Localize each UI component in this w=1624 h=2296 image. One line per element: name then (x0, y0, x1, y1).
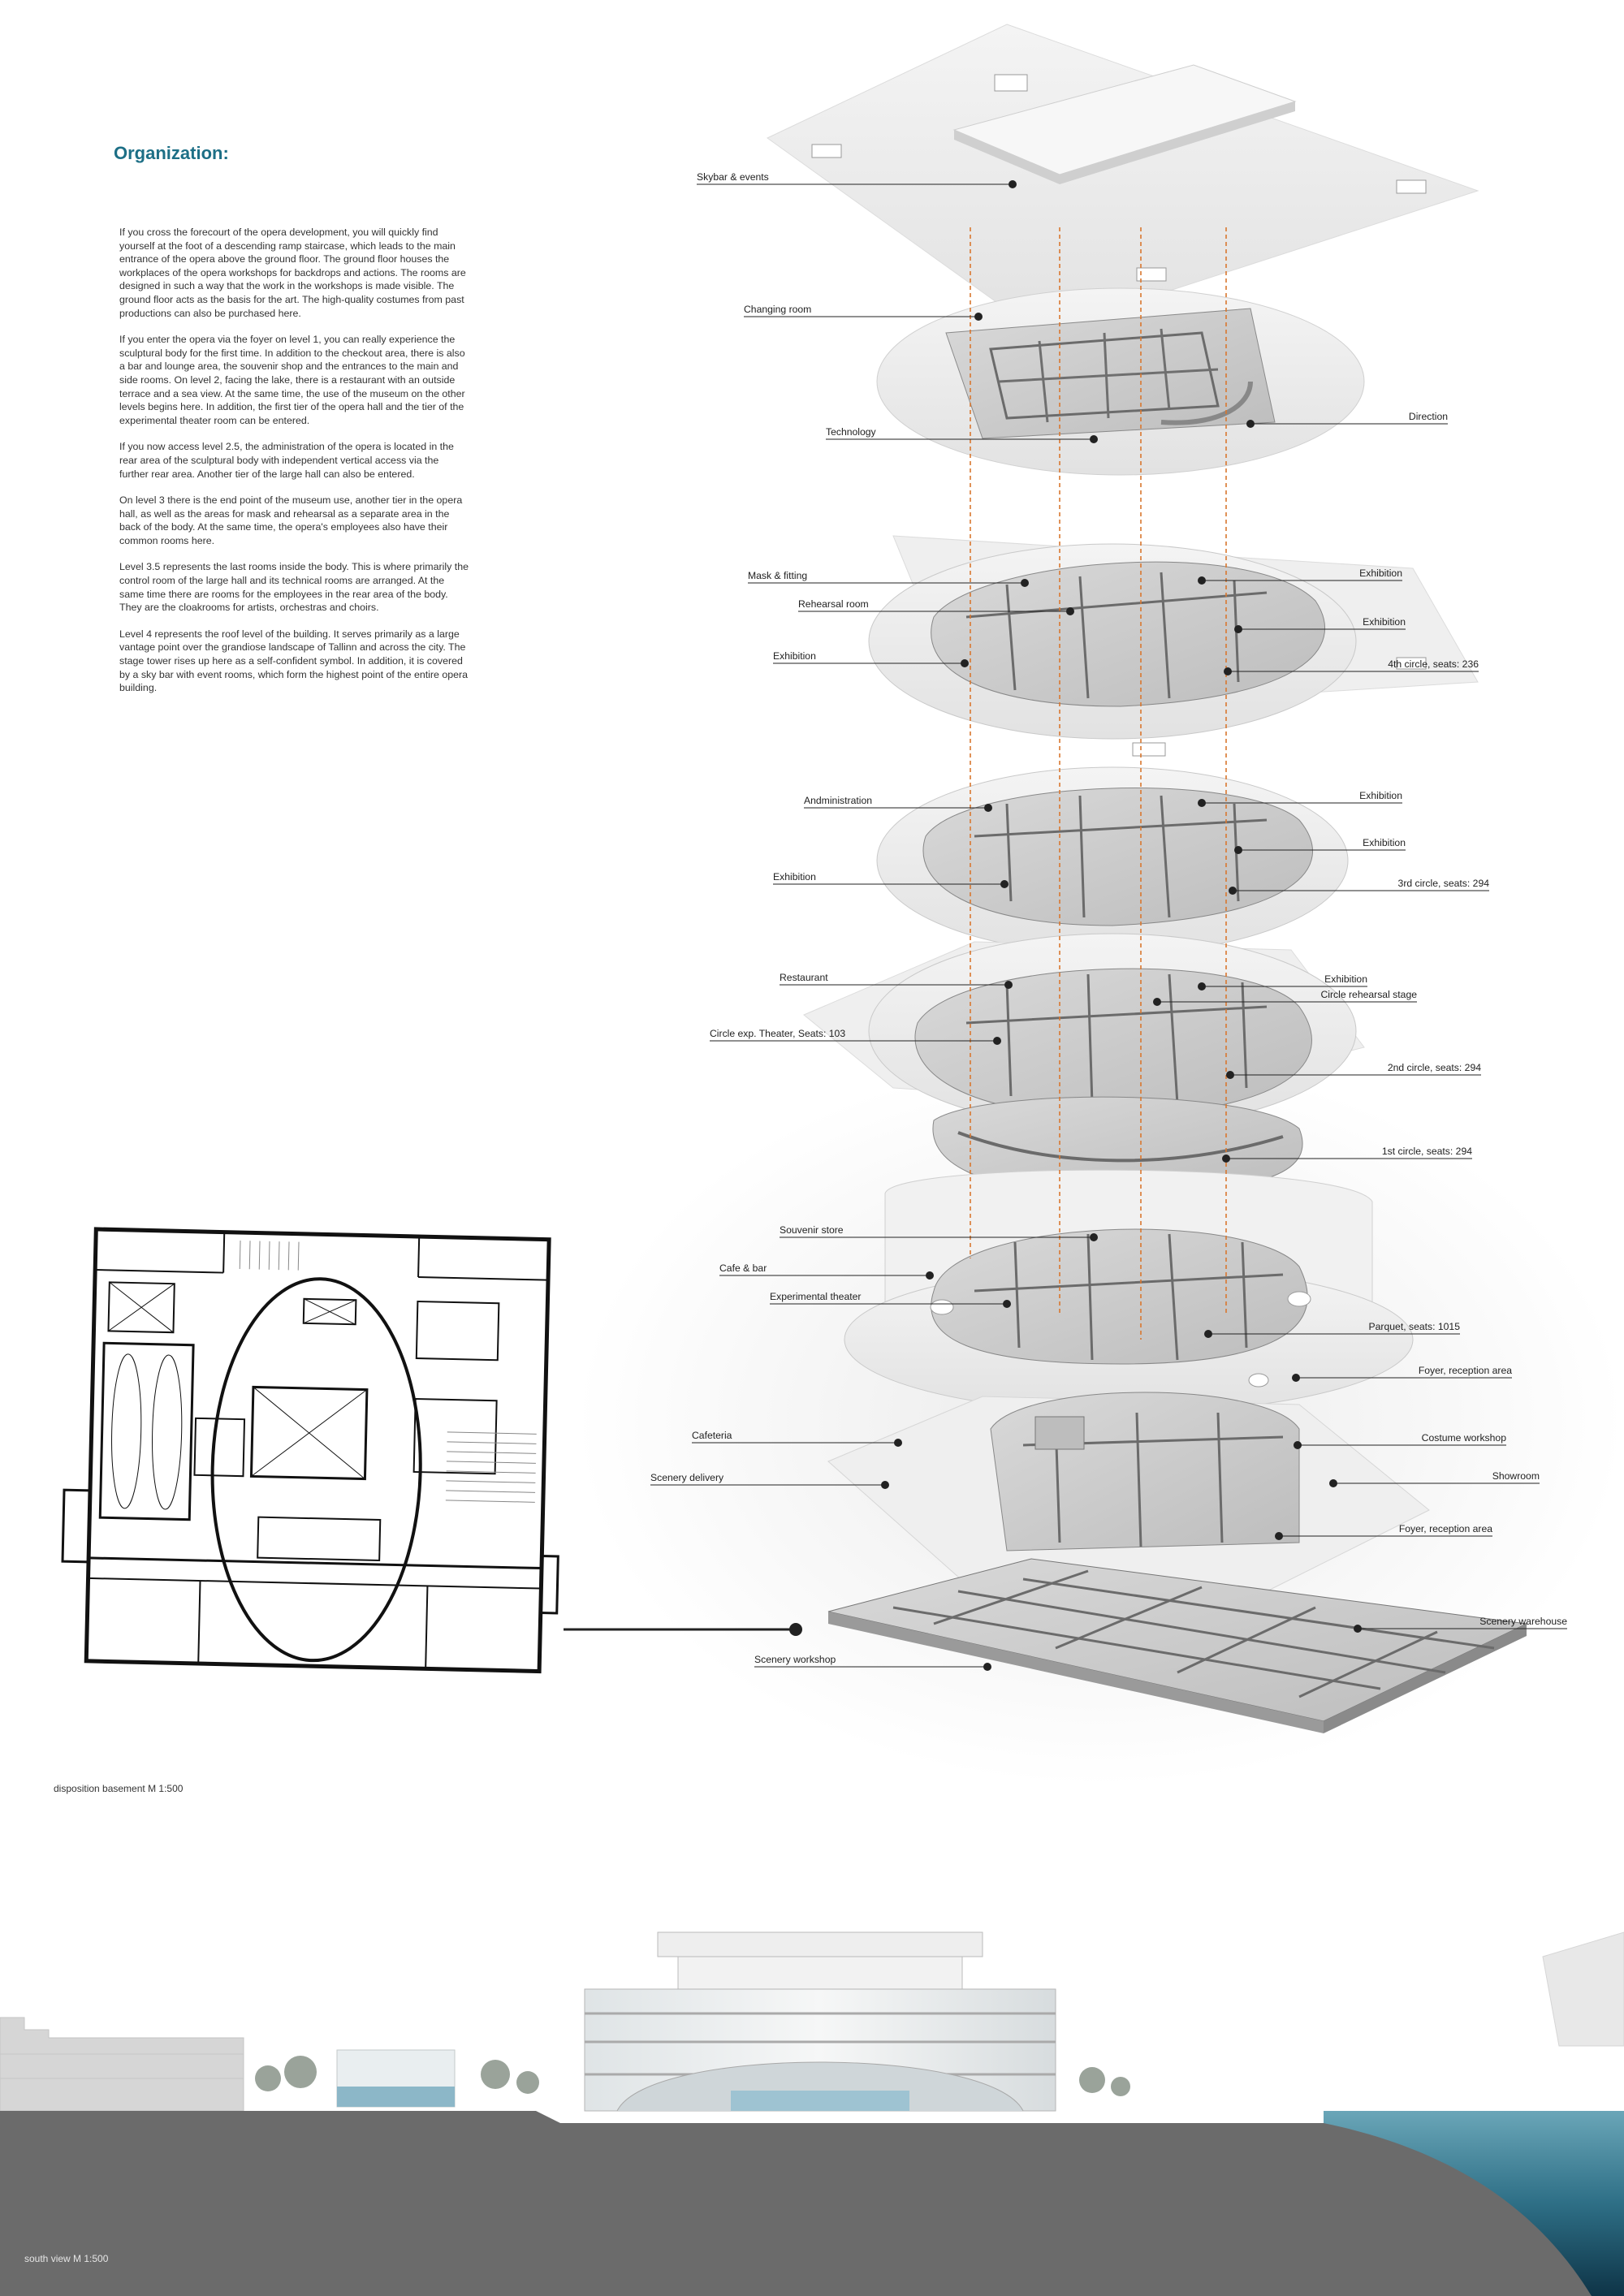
label-1st-circle: 1st circle, seats: 294 (1381, 1146, 1472, 1157)
paragraph: If you cross the forecourt of the opera development, you will quickly find yourself at the foot of a descending ramp staircase, which leads to the main entrance of the opera above the ground floor. The ground floor houses the workplaces of the opera workshops for backdrops and actions. The rooms are designed in such a way that the work in the workshops is made visible. The ground floor acts as the basis for the art. The high-quality costumes from past productions can also be purchased here. (119, 227, 466, 319)
label-scenery-workshop: Scenery workshop (754, 1654, 836, 1665)
label-exhibition: Exhibition (773, 871, 816, 883)
paragraph: If you enter the opera via the foyer on level 1, you can really experience the sculptural body for the first time. In addition to the checkout area, there is also a bar and lounge area, the souvenir shop and the entrances to the main and side rooms. On level 2, facing the lake, there is a restaurant with an outside terrace and a sea view. At the same time, the use of the museum on the other levels begins here. In addition, the first tier of the opera hall and the tier of the experimental theater room can be entered. (119, 334, 465, 426)
label-circle-exp-theater: Circle exp. Theater, Seats: 103 (710, 1028, 846, 1039)
label-parquet: Parquet, seats: 1015 (1368, 1321, 1460, 1332)
label-showroom: Showroom (1492, 1470, 1540, 1482)
label-cafe-bar: Cafe & bar (719, 1262, 767, 1274)
page-title: Organization: (114, 143, 229, 163)
label-scenery-delivery: Scenery delivery (650, 1472, 724, 1483)
label-foyer-reception: Foyer, reception area (1418, 1365, 1512, 1376)
level-2-5 (877, 767, 1348, 954)
label-exhibition: Exhibition (1359, 790, 1402, 801)
label-exhibition: Exhibition (1363, 837, 1406, 848)
label-2nd-circle: 2nd circle, seats: 294 (1387, 1062, 1481, 1073)
caption-south-view: south view M 1:500 (24, 2253, 109, 2264)
paragraph: Level 4 represents the roof level of the building. It serves primarily as a large vantage point over the grandiose landscape of Tallinn and across the city. The stage tower rises up here as a self-confident symbol. In addition, it is covered by a sky bar with event rooms, which form the highest point of the entire opera building. (119, 628, 469, 694)
label-rehearsal-room: Rehearsal room (798, 598, 869, 610)
label-technology: Technology (826, 426, 876, 438)
label-4th-circle: 4th circle, seats: 236 (1388, 658, 1479, 670)
label-scenery-warehouse: Scenery warehouse (1479, 1616, 1567, 1627)
paragraph: If you now access level 2.5, the administration of the opera is located in the rear area of the sculptural body with independent vertical access via the further rear area. Another tier of the large hall can also be entered. (119, 441, 454, 480)
south-view-elevation (0, 1843, 1624, 2296)
paragraph: Level 3.5 represents the last rooms inside the body. This is where primarily the control room of the large hall and its technical rooms are arranged. At the same time there are rooms for the employees in the rear area of the body. They are the cloakrooms for artists, orchestras and choirs. (119, 561, 469, 614)
label-cafeteria: Cafeteria (692, 1430, 732, 1441)
level-1 (844, 1170, 1413, 1413)
level-roof (767, 24, 1478, 333)
label-mask-fitting: Mask & fitting (748, 570, 808, 581)
ground (0, 2111, 1592, 2296)
label-souvenir-store: Souvenir store (780, 1224, 844, 1236)
label-costume-workshop: Costume workshop (1421, 1432, 1506, 1444)
paragraph: On level 3 there is the end point of the museum use, another tier in the opera hall, as well as the areas for mask and rehearsal as a separate area in the back of the body. At the same time, the opera's employees also have their common rooms here. (119, 494, 463, 546)
label-exhibition: Exhibition (1359, 568, 1402, 579)
pavilion (337, 2050, 455, 2107)
label-experimental-theater: Experimental theater (770, 1291, 862, 1302)
label-exhibition: Exhibition (1363, 616, 1406, 628)
label-changing-room: Changing room (744, 304, 812, 315)
label-skybar: Skybar & events (697, 171, 769, 183)
caption-basement: disposition basement M 1:500 (54, 1783, 184, 1794)
label-administration: Andministration (804, 795, 872, 806)
neighbour-building (0, 2018, 244, 2111)
label-direction: Direction (1408, 411, 1448, 422)
label-3rd-circle: 3rd circle, seats: 294 (1397, 878, 1489, 889)
label-exhibition: Exhibition (773, 650, 816, 662)
label-restaurant: Restaurant (780, 972, 828, 983)
opera-building (585, 1932, 1056, 2111)
basement-floor-plan (57, 1226, 560, 1689)
label-circle-rehearsal-stage: Circle rehearsal stage (1320, 989, 1417, 1000)
label-exhibition: Exhibition (1324, 973, 1367, 985)
label-foyer-reception: Foyer, reception area (1398, 1523, 1492, 1534)
ship (1543, 1932, 1624, 2046)
